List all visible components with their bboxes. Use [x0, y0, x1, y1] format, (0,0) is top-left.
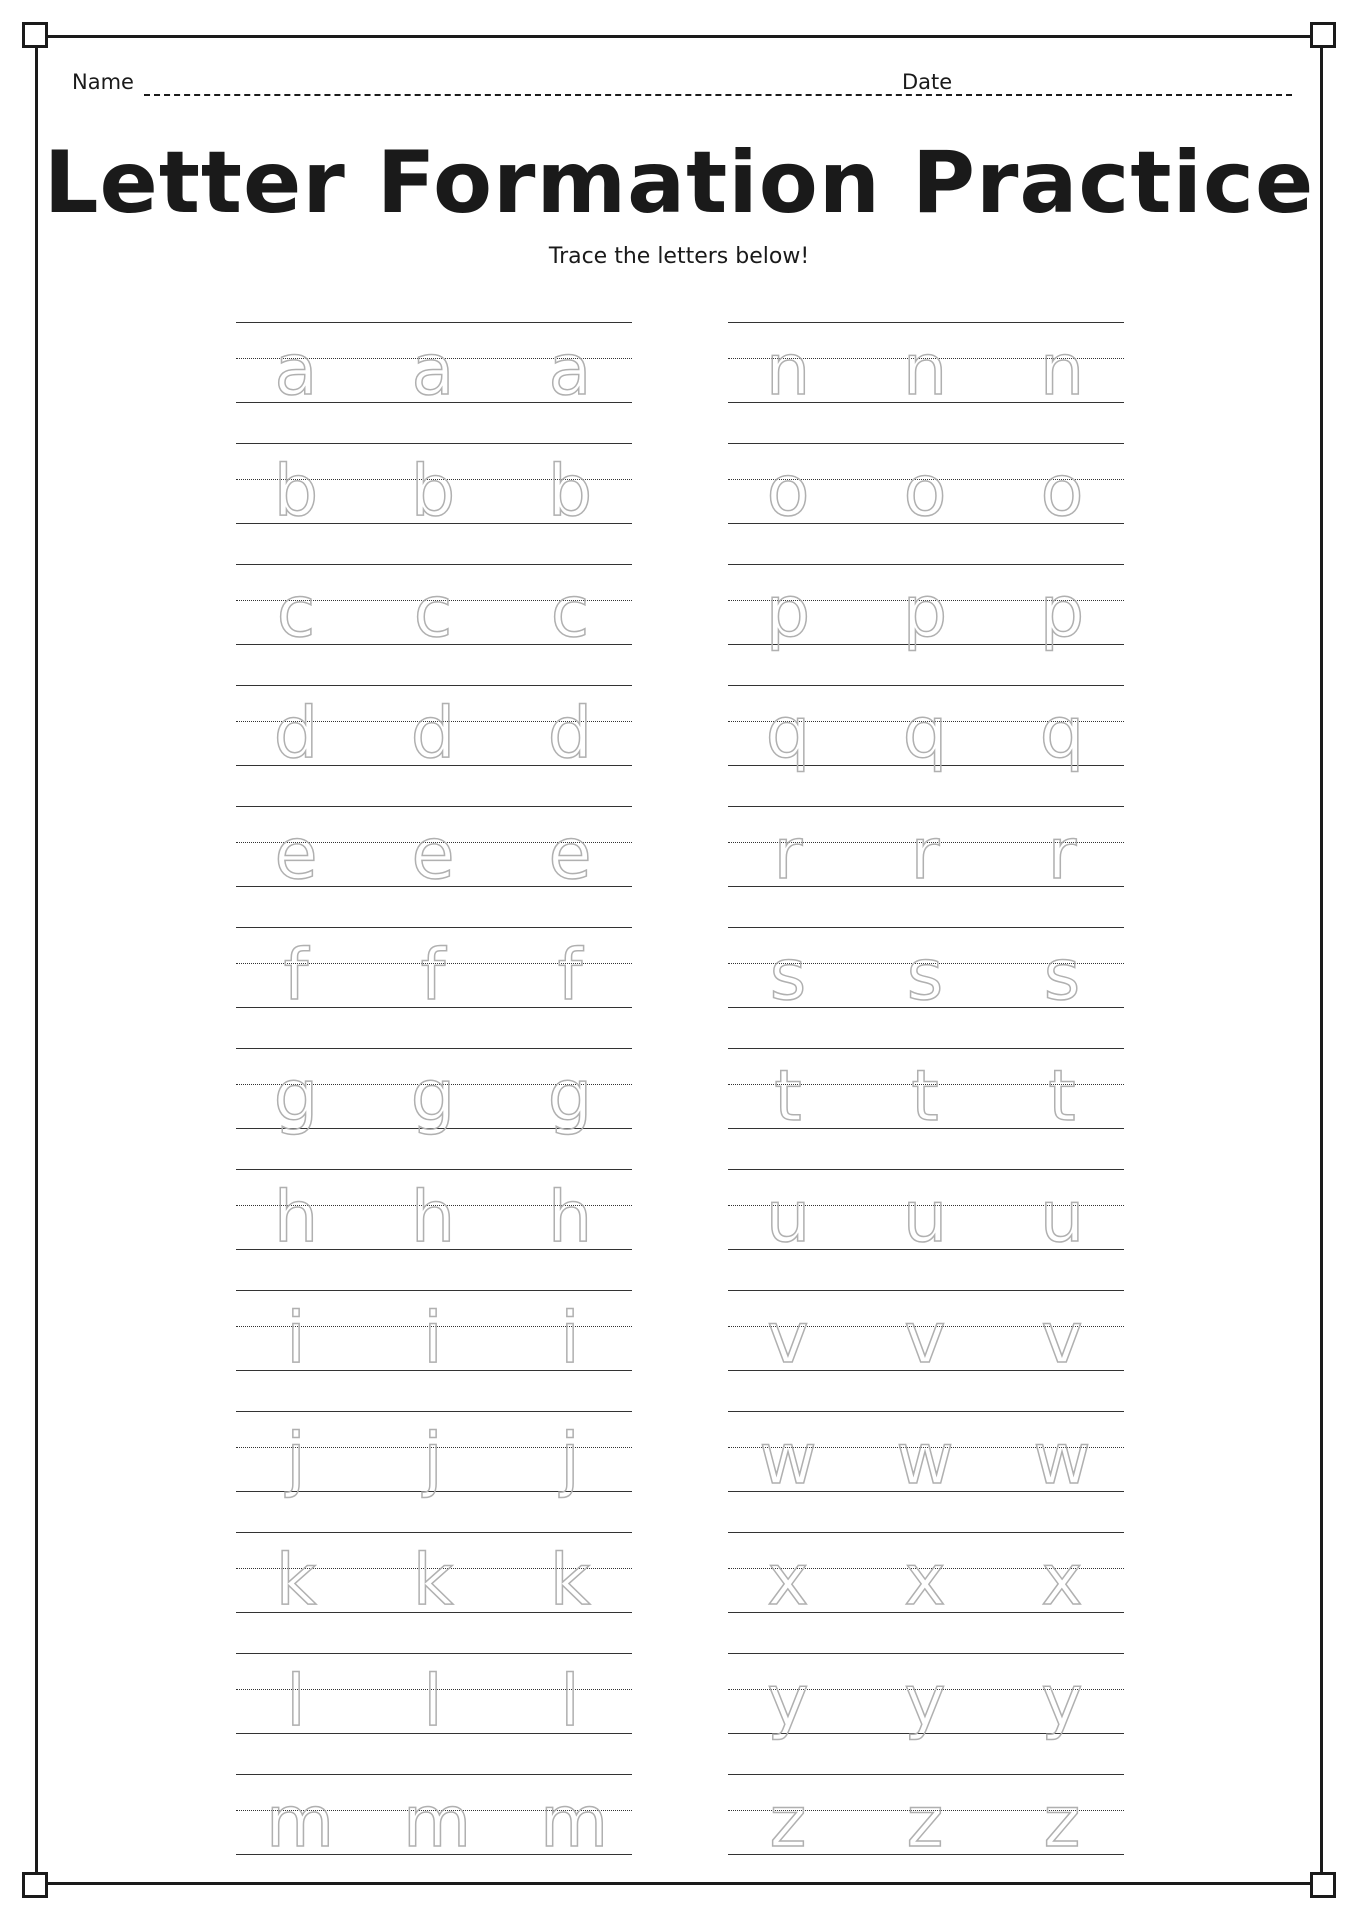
tracing-row-i	[236, 1286, 632, 1407]
tracing-row-y	[728, 1649, 1124, 1770]
corner-square-top-left	[22, 22, 48, 48]
trace-letter-i[interactable]: i	[286, 1297, 306, 1379]
trace-letter-y[interactable]: y	[767, 1660, 809, 1742]
corner-square-bottom-right	[1310, 1872, 1336, 1898]
trace-letter-d[interactable]: d	[547, 692, 593, 774]
trace-letter-p[interactable]: p	[765, 571, 811, 653]
left-letter-column	[236, 318, 632, 1891]
trace-letter-v[interactable]: v	[1041, 1297, 1083, 1379]
tracing-row-d	[236, 681, 632, 802]
trace-letter-m[interactable]: m	[266, 1781, 335, 1863]
trace-letter-z[interactable]: z	[769, 1781, 807, 1863]
trace-letter-b[interactable]: b	[273, 450, 319, 532]
trace-letter-t[interactable]: t	[911, 1055, 939, 1137]
trace-letter-v[interactable]: v	[767, 1297, 809, 1379]
corner-square-bottom-left	[22, 1872, 48, 1898]
trace-letter-u[interactable]: u	[765, 1176, 811, 1258]
tracing-row-s	[728, 923, 1124, 1044]
trace-letter-y[interactable]: y	[904, 1660, 946, 1742]
trace-letter-s[interactable]: s	[769, 934, 807, 1016]
trace-letter-w[interactable]: w	[1033, 1418, 1091, 1500]
trace-letter-w[interactable]: w	[759, 1418, 817, 1500]
trace-letter-q[interactable]: q	[765, 692, 811, 774]
trace-letter-r[interactable]: r	[773, 813, 803, 895]
trace-letter-g[interactable]: g	[547, 1055, 593, 1137]
trace-letter-g[interactable]: g	[273, 1055, 319, 1137]
trace-letter-e[interactable]: e	[274, 813, 318, 895]
header-fields	[72, 66, 1292, 102]
trace-letter-t[interactable]: t	[774, 1055, 802, 1137]
trace-letter-j[interactable]: j	[423, 1418, 443, 1500]
trace-letter-u[interactable]: u	[902, 1176, 948, 1258]
trace-letter-i[interactable]: i	[423, 1297, 443, 1379]
trace-letter-h[interactable]: h	[273, 1176, 319, 1258]
name-label: Name	[72, 70, 134, 94]
instruction-text: Trace the letters below!	[548, 244, 810, 269]
trace-letter-o[interactable]: o	[1040, 450, 1084, 532]
trace-letter-s[interactable]: s	[1043, 934, 1081, 1016]
trace-letter-l[interactable]: l	[560, 1660, 580, 1742]
trace-letter-d[interactable]: d	[273, 692, 319, 774]
tracing-row-m	[236, 1770, 632, 1891]
tracing-row-e	[236, 802, 632, 923]
trace-letter-a[interactable]: a	[411, 329, 455, 411]
trace-letter-t[interactable]: t	[1048, 1055, 1076, 1137]
tracing-row-q	[728, 681, 1124, 802]
tracing-row-n	[728, 318, 1124, 439]
tracing-row-b	[236, 439, 632, 560]
trace-letter-q[interactable]: q	[902, 692, 948, 774]
trace-letter-n[interactable]: n	[765, 329, 811, 411]
trace-letter-v[interactable]: v	[904, 1297, 946, 1379]
trace-letter-r[interactable]: r	[910, 813, 940, 895]
tracing-row-f	[236, 923, 632, 1044]
trace-letter-x[interactable]: x	[1041, 1539, 1083, 1621]
trace-letter-h[interactable]: h	[547, 1176, 593, 1258]
trace-letter-l[interactable]: l	[423, 1660, 443, 1742]
date-field[interactable]	[966, 94, 1292, 96]
trace-letter-q[interactable]: q	[1039, 692, 1085, 774]
trace-letter-g[interactable]: g	[410, 1055, 456, 1137]
trace-letter-k[interactable]: k	[412, 1539, 454, 1621]
tracing-row-x	[728, 1528, 1124, 1649]
trace-letter-e[interactable]: e	[548, 813, 592, 895]
trace-letter-u[interactable]: u	[1039, 1176, 1085, 1258]
tracing-row-k	[236, 1528, 632, 1649]
trace-letter-y[interactable]: y	[1041, 1660, 1083, 1742]
trace-letter-o[interactable]: o	[766, 450, 810, 532]
right-letter-column	[728, 318, 1124, 1891]
tracing-row-o	[728, 439, 1124, 560]
trace-letter-k[interactable]: k	[549, 1539, 591, 1621]
tracing-row-j	[236, 1407, 632, 1528]
trace-letter-x[interactable]: x	[767, 1539, 809, 1621]
trace-letter-b[interactable]: b	[410, 450, 456, 532]
trace-letter-f[interactable]: f	[283, 934, 309, 1016]
trace-letter-n[interactable]: n	[902, 329, 948, 411]
tracing-row-h	[236, 1165, 632, 1286]
trace-letter-z[interactable]: z	[906, 1781, 944, 1863]
trace-letter-z[interactable]: z	[1043, 1781, 1081, 1863]
trace-letter-j[interactable]: j	[286, 1418, 306, 1500]
trace-letter-b[interactable]: b	[547, 450, 593, 532]
tracing-row-c	[236, 560, 632, 681]
tracing-row-p	[728, 560, 1124, 681]
tracing-row-l	[236, 1649, 632, 1770]
trace-letter-h[interactable]: h	[410, 1176, 456, 1258]
tracing-row-u	[728, 1165, 1124, 1286]
trace-letter-m[interactable]: m	[540, 1781, 609, 1863]
trace-letter-a[interactable]: a	[274, 329, 318, 411]
trace-letter-s[interactable]: s	[906, 934, 944, 1016]
trace-letter-k[interactable]: k	[275, 1539, 317, 1621]
trace-letter-a[interactable]: a	[548, 329, 592, 411]
trace-letter-w[interactable]: w	[896, 1418, 954, 1500]
trace-letter-f[interactable]: f	[420, 934, 446, 1016]
trace-letter-c[interactable]: c	[276, 571, 316, 653]
trace-letter-p[interactable]: p	[1039, 571, 1085, 653]
tracing-row-t	[728, 1044, 1124, 1165]
date-label: Date	[902, 70, 953, 94]
tracing-row-w	[728, 1407, 1124, 1528]
trace-letter-c[interactable]: c	[413, 571, 453, 653]
trace-letter-r[interactable]: r	[1047, 813, 1077, 895]
tracing-row-g	[236, 1044, 632, 1165]
trace-letter-o[interactable]: o	[903, 450, 947, 532]
name-field[interactable]	[144, 94, 962, 96]
trace-letter-d[interactable]: d	[410, 692, 456, 774]
tracing-row-r	[728, 802, 1124, 923]
trace-letter-m[interactable]: m	[403, 1781, 472, 1863]
trace-letter-i[interactable]: i	[560, 1297, 580, 1379]
trace-letter-e[interactable]: e	[411, 813, 455, 895]
tracing-row-v	[728, 1286, 1124, 1407]
trace-letter-j[interactable]: j	[560, 1418, 580, 1500]
trace-letter-f[interactable]: f	[557, 934, 583, 1016]
page-title: Letter Formation Practice	[43, 133, 1315, 233]
trace-letter-n[interactable]: n	[1039, 329, 1085, 411]
tracing-row-z	[728, 1770, 1124, 1891]
trace-letter-l[interactable]: l	[286, 1660, 306, 1742]
corner-square-top-right	[1310, 22, 1336, 48]
trace-letter-c[interactable]: c	[550, 571, 590, 653]
page-border	[35, 35, 1323, 1885]
trace-letter-p[interactable]: p	[902, 571, 948, 653]
tracing-row-a	[236, 318, 632, 439]
trace-letter-x[interactable]: x	[904, 1539, 946, 1621]
